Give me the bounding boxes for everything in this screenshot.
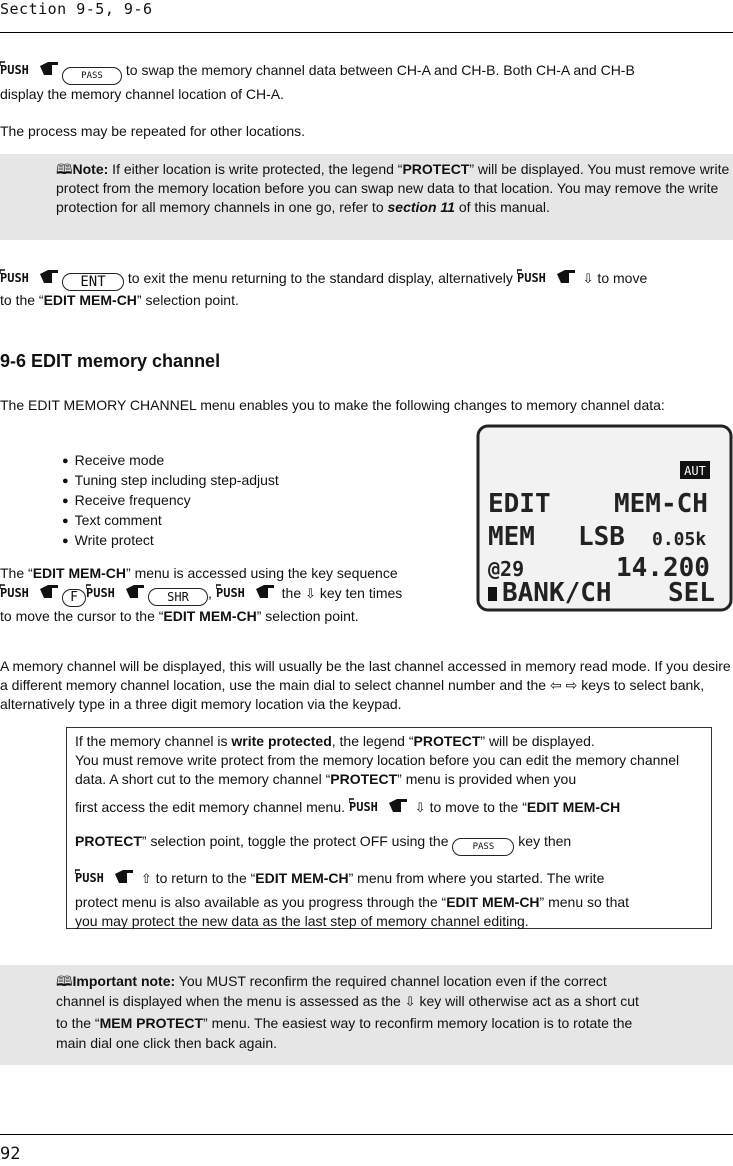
down-arrow-icon: ⇩ [305,587,316,602]
push-icon [349,797,411,817]
list-item: ● Receive frequency [62,491,279,511]
bullet-list [62,451,279,551]
push-icon [0,583,62,603]
lcd-line3-right: 14.200 [616,553,710,583]
intro-paragraph: The EDIT MEMORY CHANNEL menu enables you to make the following changes to memory channel data: [0,397,665,413]
pass-key-icon: PASS [452,838,514,856]
lcd-line1-right: MEM-CH [614,489,708,519]
lcd-line4-right: SEL [668,578,715,608]
push-icon [216,583,278,603]
down-arrow-icon: ⇩ [414,801,426,816]
lcd-line1-left: EDIT [488,489,551,519]
memory-channel-paragraph: A memory channel will be displayed, this will usually be the last channel accessed in memory read mode. If you desire a different memory channel location, use the main dial to select channel number and the ⇦ ⇨ keys to select bank, alternatively type in a three digit memory location via the keypad. [0,658,731,712]
header-rule [0,32,733,33]
push-icon [86,583,148,603]
f-key-icon: F [62,589,86,607]
push-icon [0,60,62,80]
page-number: 92 [0,1144,21,1164]
repeat-paragraph: The process may be repeated for other locations. [0,123,306,139]
note-box: 🕮Note: If either location is write protected, the legend “PROTECT” will be displayed. You must remove write protect from the memory location before you can swap new data to that location. You may remove the write protection for all memory channels in one go, refer to section 11 of this manual. [0,154,733,240]
list-item: ● Write protect [62,531,279,551]
shr-key-icon: SHR [148,588,208,606]
ent-key-icon: ENT [62,273,124,291]
lcd-line4-left: BANK/CH [502,578,612,608]
lcd-line2-right: 0.05k [652,529,707,550]
list-item: ● Text comment [62,511,279,531]
swap-paragraph: PASS to swap the memory channel data between CH-A and CH-B. Both CH-A and CH-B display the memory channel location of CH-A. [0,62,635,102]
push-icon [0,268,62,288]
down-arrow-icon: ⇩ [404,995,416,1010]
note-icon: 🕮 [56,161,73,177]
pass-key-icon: PASS [62,67,122,85]
important-note-box: 🕮Important note: You MUST reconfirm the required channel location even if the correct channel is displayed when the menu is assessed as the ⇩ key will otherwise act as a short cut to the “MEM PROTECT” menu. The easiest way to reconfirm memory location is to rotate the main dial one click then back again. [0,965,733,1065]
footer-rule [0,1134,733,1135]
push-icon [517,268,579,288]
lcd-line2-mid: LSB [578,522,625,552]
list-item: ● Tuning step including step-adjust [62,471,279,491]
note-icon: 🕮 [56,973,73,989]
write-protect-box: If the memory channel is write protected, the legend “PROTECT” will be displayed. You must remove write protect from the memory location before you can edit the memory channel data. A short cut to the memory channel “PROTECT” menu is provided when you first access the edit memory channel menu. ⇩ to move to the “EDIT MEM-CH PROTECT” selection point, toggle the protect OFF using the PASS key then ⇧ to return to the “EDIT MEM-CH” menu from where you started. The write protect menu is also available as you progress through the “EDIT MEM-CH” menu so that you may protect the new data as the last step of memory channel editing. [66,727,712,929]
down-arrow-icon: ⇩ [582,272,594,287]
exit-paragraph: ENT to exit the menu returning to the standard display, alternatively ⇩ to move to the “EDIT MEM-CH” selection point. [0,270,648,308]
section-header: Section 9-5, 9-6 [0,0,153,18]
access-paragraph: The “EDIT MEM-CH” menu is accessed using the key sequence F SHR , the ⇩ key ten times to move the cursor to the “EDIT MEM-CH” selection point. [0,565,403,624]
list-item: ● Receive mode [62,451,279,471]
aut-label: AUT [684,464,706,478]
section-heading: 9-6 EDIT memory channel [0,351,221,371]
push-icon [75,868,137,888]
lcd-line2-left: MEM [488,522,535,552]
up-arrow-icon: ⇧ [140,872,152,887]
lcd-line3-left: @29 [488,557,525,581]
